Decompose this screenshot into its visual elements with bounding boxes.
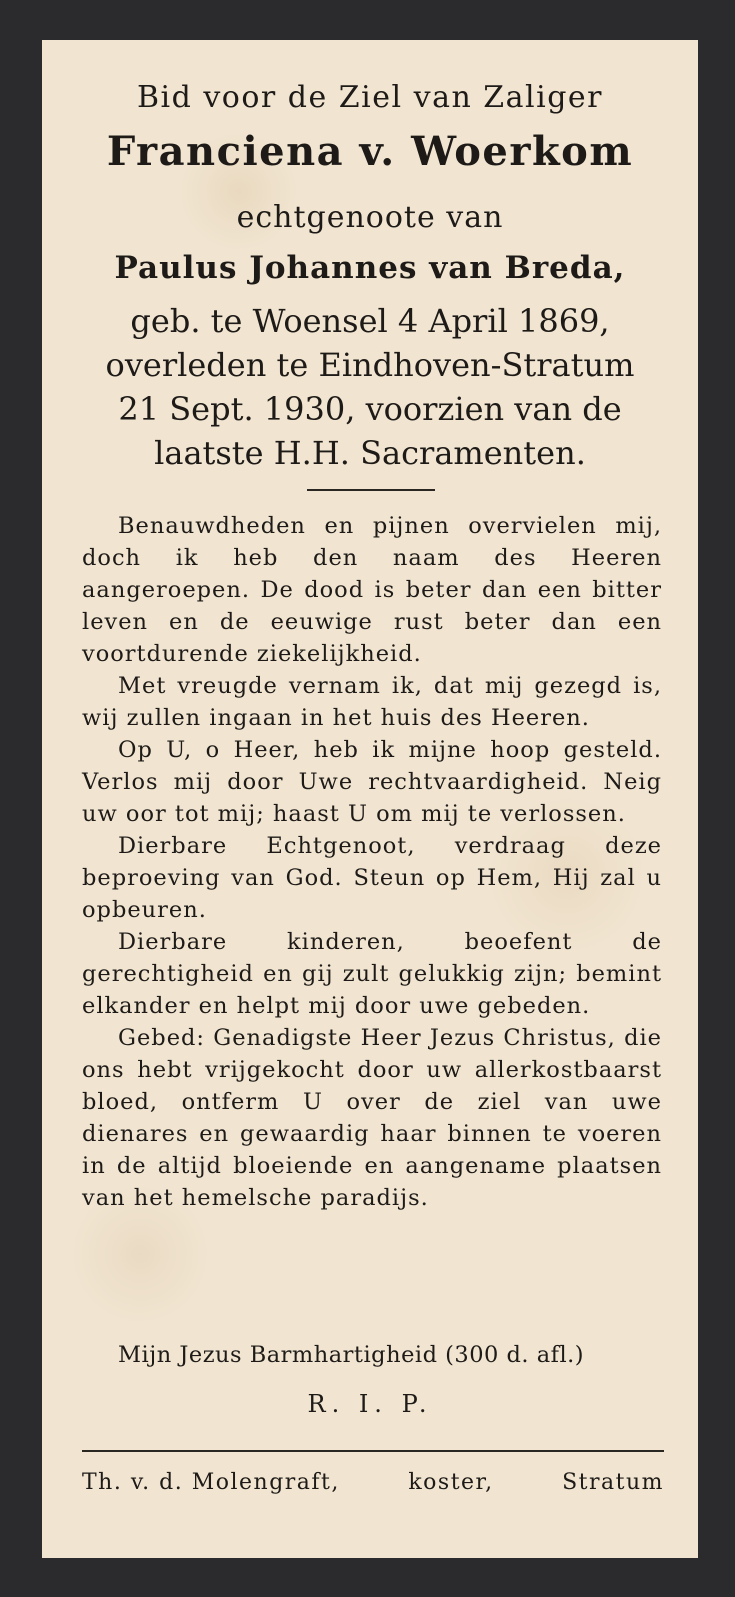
memorial-text	[82, 510, 662, 1214]
sacraments-line: laatste H.H. Sacramenten.	[154, 434, 586, 472]
invocation-line: Bid voor de Ziel van Zaliger	[136, 80, 604, 115]
paragraph: Dierbare Echtgenoot, verdraag deze beproeving van God. Steun op Hem, Hij zal u opbeuren.	[82, 833, 662, 923]
printer-name: Th. v. d. Molengraft,	[82, 1470, 340, 1495]
death-date-line: 21 Sept. 1930, voorzien van de	[118, 390, 622, 428]
deceased-name: Franciena v. Woerkom	[106, 128, 634, 175]
paragraph: Benauwdheden en pijnen overvielen mij, doch ik heb den naam des Heeren aangeroepen. De dood is beter dan een bitter leven en de eeuwige rust beter dan een voortdurende ziekelijkheid.	[82, 513, 662, 667]
printer-place: Stratum	[562, 1470, 664, 1495]
rip-text: R. I. P.	[307, 1390, 433, 1418]
memorial-card	[42, 40, 698, 1558]
printer-credit	[82, 1470, 664, 1495]
death-place-line: overleden te Eindhoven-Stratum	[105, 346, 635, 384]
header-divider	[307, 489, 435, 491]
paragraph: Dierbare kinderen, beoefent de gerechtigheid en gij zult gelukkig zijn; bemint elkander en helpt mij door uwe gebeden.	[82, 929, 662, 1019]
paragraph: Gebed: Genadigste Heer Jezus Christus, die ons hebt vrijgekocht door uw allerkostbaarst bloed, ontferm U over de ziel van uwe dienares en gewaardig haar binnen te voeren in de altijd bloeiende en aangename plaatsen van het hemelsche paradijs.	[82, 1025, 662, 1211]
footer-divider	[82, 1450, 664, 1452]
printer-role: koster,	[408, 1470, 494, 1495]
paragraph: Met vreugde vernam ik, dat mij gezegd is, wij zullen ingaan in het huis des Heeren.	[82, 673, 662, 731]
paragraph: Op U, o Heer, heb ik mijne hoop gesteld. Verlos mij door Uwe rechtvaardigheid. Neig uw oor tot mij; haast U om mij te verlossen.	[82, 737, 662, 827]
relation-line: echtgenoote van	[236, 200, 504, 235]
indulgence-prayer: Mijn Jezus Barmhartigheid (300 d. afl.)	[118, 1342, 585, 1368]
spouse-name: Paulus Johannes van Breda,	[114, 250, 626, 286]
birth-line: geb. te Woensel 4 April 1869,	[130, 302, 610, 340]
